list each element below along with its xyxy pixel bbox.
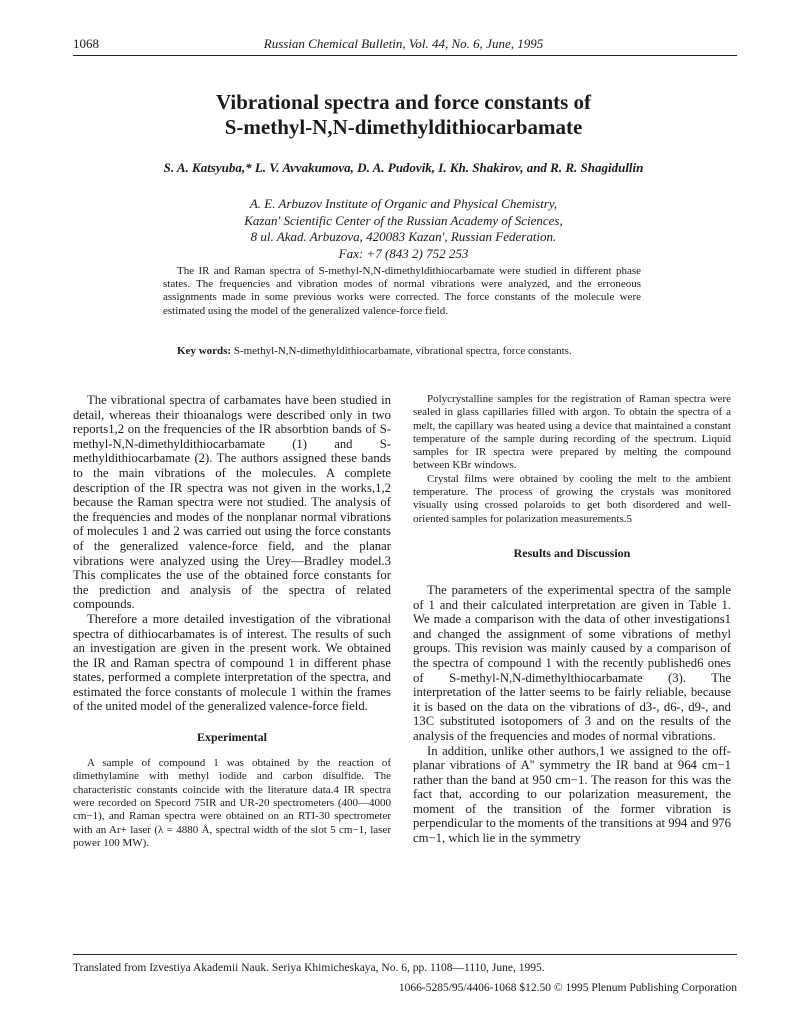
right-paragraph-1: Polycrystalline samples for the registration of Raman spectra were sealed in glass capillaries filled with argon. To obtain the spectra of a melt, the capillary was heated using a device that maintained a constant temperature of the sample during recording of the spectrum. Liquid samples for IR spectra were prepared by melting the compound between KBr windows.: [413, 393, 731, 472]
left-paragraph-1: The vibrational spectra of carbamates have been studied in detail, whereas their thioanalogs were described only in two reports1,2 on the frequencies of the IR absorbtion bands of S-methyl-N,N-dimethyldithiocarbamate (1) and S-methyldithiocarbamate (2). The authors assigned these bands to the main vibrations of the molecules. A complete description of the IR spectra was not given in the works,1,2 because the Raman spectra were not studied. The analysis of the frequencies and modes of the nonplanar normal vibrations of molecules 1 and 2 was carried out using the force constants of the generalized valence-force field, and the planar vibrations were analyzed using the Urey—Bradley model.3 This complicates the use of the obtained force constants for the prediction and analysis of the spectra of related compounds.: [73, 393, 391, 612]
affiliation-line-2: Kazan' Scientific Center of the Russian Academy of Sciences,: [244, 212, 563, 228]
paper-title: [60, 90, 747, 140]
left-column: [73, 393, 391, 850]
footer-rule: [73, 954, 737, 955]
affiliation-line-4: Fax: +7 (843 2) 752 253: [338, 245, 469, 261]
affiliation: [100, 196, 707, 262]
right-column: [413, 393, 731, 846]
left-paragraph-2: Therefore a more detailed investigation of the vibrational spectra of dithiocarbamates is of interest. The results of such an investigation are given in the present work. We obtained the IR and Raman spectra of compound 1 in different phase states, performed a complete interpretation of the spectra, and estimated the force constants of molecule 1 within the frames of the united model of the generalized valence-force field.: [73, 611, 391, 714]
page-number: 1068: [73, 36, 99, 51]
abstract-text: The IR and Raman spectra of S-methyl-N,N-dimethyldithiocarbamate were studied in different phase states. The frequencies and vibration modes of normal vibrations were analyzed, and the erroneous assignments made in some previous works were corrected. The force constants of the molecule were estimated using the model of the generalized valence-force field.: [163, 265, 641, 317]
title-line-1: Vibrational spectra and force constants of: [215, 90, 592, 114]
keywords-label: Key words:: [177, 345, 232, 357]
authors: S. A. Katsyuba,* L. V. Avvakumova, D. A. Pudovik, I. Kh. Shakirov, and R. R. Shagidullin: [163, 160, 644, 175]
left-paragraph-3: A sample of compound 1 was obtained by the reaction of dimethylamine with methyl iodide and carbon disulfide. The characteristic constants coincide with the literature data.4 IR spectra were recorded on Specord 75IR and UR-20 spectrometers (400—4000 cm−1), and Raman spectra were obtained on an RTI-30 spectrometer with an Ar+ laser (λ = 4880 Å, spectral width of the slot 5 cm−1, laser power 100 MW).: [73, 757, 391, 849]
affiliation-line-3: 8 ul. Akad. Arbuzova, 420083 Kazan', Russian Federation.: [250, 229, 557, 244]
copyright-line: 1066-5285/95/4406-1068 $12.50 © 1995 Plenum Publishing Corporation: [398, 982, 737, 994]
keywords: [177, 345, 647, 357]
translation-note: Translated from Izvestiya Akademii Nauk. Seriya Khimicheskaya, No. 6, pp. 1108—1110, June, 1995.: [73, 962, 545, 974]
right-paragraph-4: In addition, unlike other authors,1 we assigned to the off-planar vibrations of A'' symmetry the IR band at 964 cm−1 rather than the band at 950 cm−1. The reason for this was the fact that, according to our polarization measurement, the moment of the transition of the former vibration is perpendicular to the moments of the transitions at 994 and 976 cm−1, which lie in the symmetry: [413, 743, 731, 846]
header-rule: [73, 55, 737, 56]
keywords-text: S-methyl-N,N-dimethyldithiocarbamate, vibrational spectra, force constants.: [233, 345, 572, 357]
experimental-heading: Experimental: [197, 730, 267, 745]
abstract: [163, 265, 641, 318]
affiliation-line-1: A. E. Arbuzov Institute of Organic and Physical Chemistry,: [249, 196, 558, 211]
right-paragraph-3: The parameters of the experimental spectra of the sample of 1 and their calculated interpretation are given in Table 1. We made a comparison with the data of other investigations1 and changed the assignment of some vibrations of methyl groups. This revision was mainly caused by a comparison of the spectra of compound 1 with the recently published6 ones of S-methyl-N,N-dimethylthiocarbamate (3). The interpretation of the latter seems to be fairly reliable, because it is based on the data on the vibrations of d3-, d6-, d9-, and 13C substituted isotopomers of 3 and on the results of the analysis of the frequencies and modes of normal vibrations.: [413, 582, 731, 743]
results-heading: Results and Discussion: [513, 545, 631, 560]
title-line-2: S-methyl-N,N-dimethyldithiocarbamate: [224, 115, 583, 139]
running-head: Russian Chemical Bulletin, Vol. 44, No. 6, June, 1995: [263, 36, 544, 51]
right-paragraph-2: Crystal films were obtained by cooling the melt to the ambient temperature. The process of growing the crystals was monitored visually using crossed polaroids to get both disordered and well-oriented samples for polarization measurements.5: [413, 472, 731, 525]
